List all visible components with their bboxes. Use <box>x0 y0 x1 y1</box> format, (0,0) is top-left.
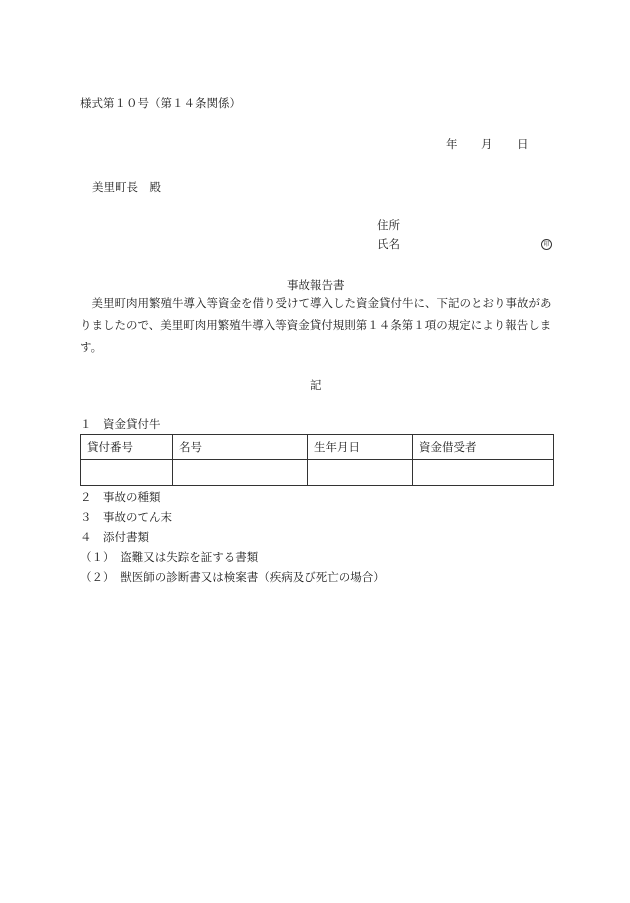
section-3-heading: ３ 事故のてん末 <box>80 510 172 524</box>
table-cell[interactable] <box>413 460 554 486</box>
table-cell[interactable] <box>308 460 413 486</box>
ki-label: 記 <box>310 378 322 392</box>
section-4-heading: ４ 添付書類 <box>80 530 149 544</box>
body-paragraph: 美里町肉用繁殖牛導入等資金を借り受けて導入した資金貸付牛に、下記のとおり事故がありましたので、美里町肉用繁殖牛導入等資金貸付規則第１４条第１項の規定により報告します。 <box>80 296 552 354</box>
form-number: 様式第１０号（第１４条関係） <box>80 96 241 110</box>
table-header-row <box>81 435 554 460</box>
header-loan-number: 貸付番号 <box>81 435 173 460</box>
section-2-heading: ２ 事故の種類 <box>80 490 161 504</box>
table-cell[interactable] <box>81 460 173 486</box>
header-cattle-name: 名号 <box>173 435 308 460</box>
document-title: 事故報告書 <box>287 278 345 292</box>
cattle-table <box>80 434 554 486</box>
address-label: 住所 <box>377 218 400 232</box>
section-1-heading: １ 資金貸付牛 <box>80 417 161 431</box>
seal-mark: 印 <box>541 239 552 250</box>
attachment-item: （２） 獣医師の診断書又は検案書（疾病及び死亡の場合） <box>80 570 385 584</box>
table-cell[interactable] <box>173 460 308 486</box>
name-label: 氏名 <box>377 237 400 251</box>
addressee: 美里町長 殿 <box>92 180 161 194</box>
header-borrower: 資金借受者 <box>413 435 554 460</box>
attachment-item: （１） 盗難又は失踪を証する書類 <box>80 550 259 564</box>
date-day-label: 日 <box>517 137 529 151</box>
table-row <box>81 460 554 486</box>
date-month-label: 月 <box>481 137 493 151</box>
date-year-label: 年 <box>446 137 458 151</box>
header-birth-date: 生年月日 <box>308 435 413 460</box>
